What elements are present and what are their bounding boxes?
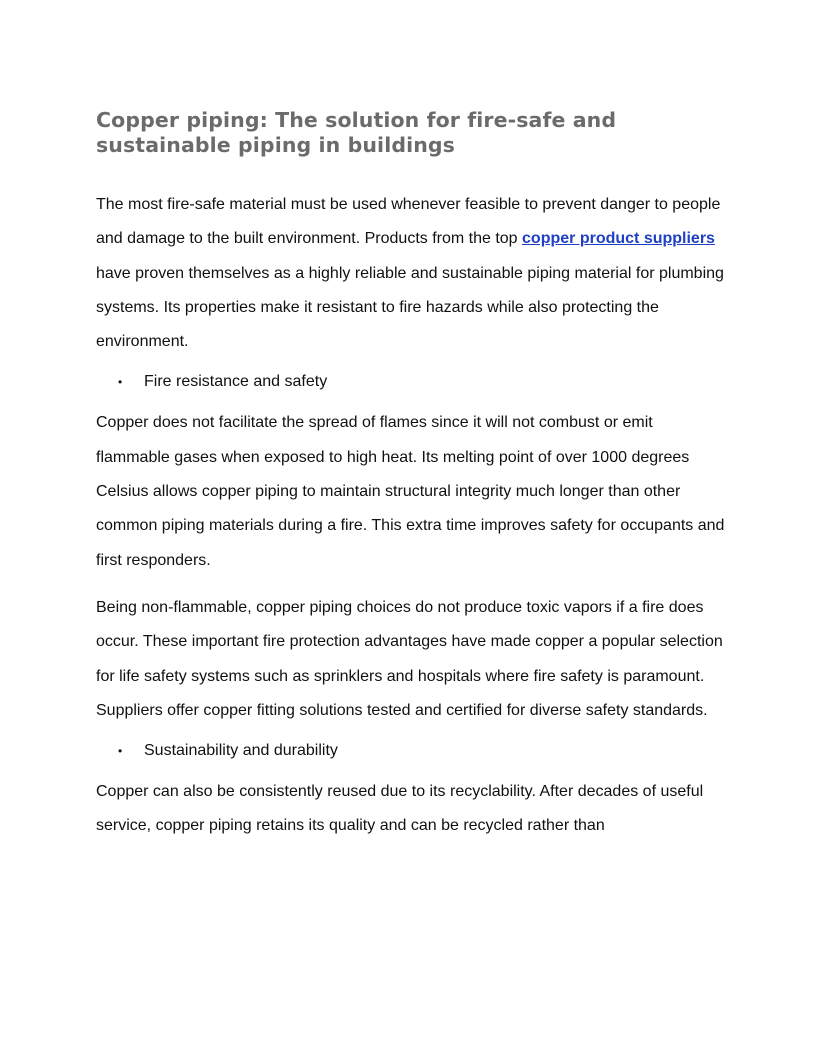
bullet-list-fire (96, 365, 726, 399)
document-page (96, 108, 726, 844)
bullet-list-sustainability (96, 734, 726, 768)
page-title: Copper piping: The solution for fire-safe and sustainable piping in buildings (96, 108, 617, 157)
bullet-label-fire: Fire resistance and safety (144, 373, 328, 391)
non-flammable-paragraph: Being non-flammable, copper piping choices do not produce toxic vapors if a fire does occur. These important fire protection advantages have made copper a popular selection for life safety systems such as sprinklers and hospitals where fire safety is paramount. Suppliers offer copper fitting solutions tested and certified for diverse safety standards. (96, 598, 723, 719)
list-item (96, 734, 726, 768)
bullet-icon: • (118, 375, 123, 390)
list-item (96, 365, 726, 399)
copper-product-suppliers-link[interactable]: copper product suppliers (522, 230, 715, 248)
fire-resistance-paragraph: Copper does not facilitate the spread of flames since it will not combust or emit flammable gases when exposed to high heat. Its melting point of over 1000 degrees Celsius allows copper piping to maintain structural integrity much longer than other common piping materials during a fire. This extra time improves safety for occupants and first responders. (96, 414, 725, 569)
sustainability-paragraph: Copper can also be consistently reused due to its recyclability. After decades of useful service, copper piping retains its quality and can be recycled rather than (96, 783, 704, 835)
bullet-label-sustainability: Sustainability and durability (144, 742, 338, 760)
intro-paragraph (96, 188, 726, 359)
intro-text-after-link: have proven themselves as a highly reliable and sustainable piping material for plumbing systems. Its properties make it resistant to fire hazards while also protecting the environment. (96, 264, 724, 351)
intro-text-before-link: The most fire-safe material must be used whenever feasible to prevent danger to people and damage to the built environment. Products from the top (96, 196, 721, 248)
bullet-icon: • (118, 744, 123, 759)
